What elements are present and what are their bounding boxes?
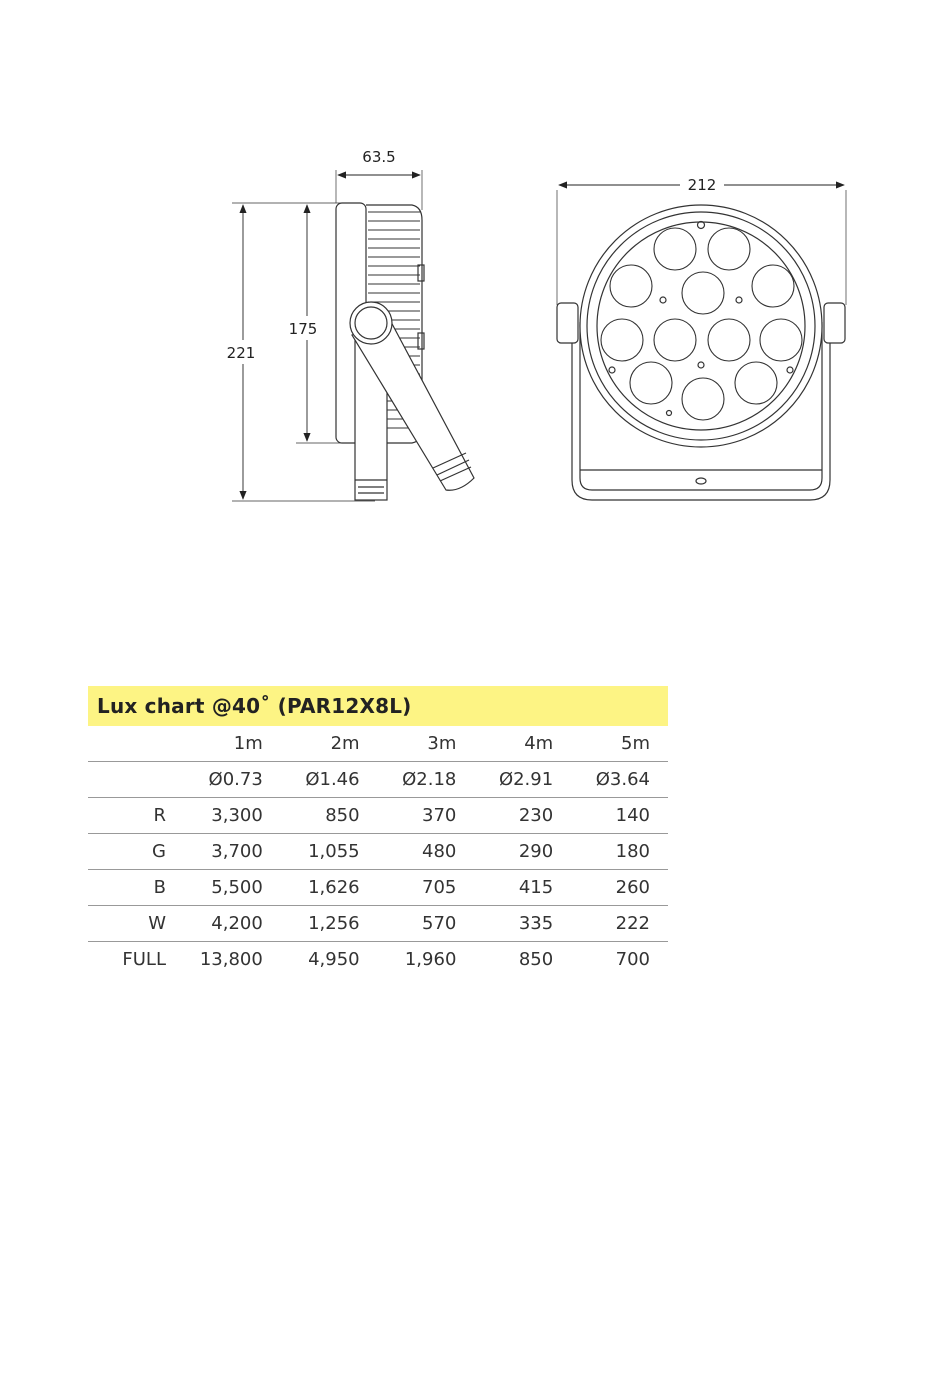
lux-row-label: R <box>88 798 184 834</box>
lux-cell: 1,626 <box>281 870 378 906</box>
lux-cell: 290 <box>474 834 571 870</box>
lux-cell: 5m <box>571 726 668 762</box>
side-view-drawing <box>232 170 474 501</box>
technical-drawing <box>0 0 950 560</box>
lux-chart-title: Lux chart @40˚ (PAR12X8L) <box>88 686 668 726</box>
lux-cell: 1,055 <box>281 834 378 870</box>
lux-cell: 3,700 <box>184 834 281 870</box>
lux-cell: 1,256 <box>281 906 378 942</box>
lux-cell: 4,200 <box>184 906 281 942</box>
lux-cell: 705 <box>378 870 475 906</box>
lux-table-row <box>88 870 668 906</box>
front-view-drawing <box>557 190 846 500</box>
lux-row-label: G <box>88 834 184 870</box>
lux-cell: Ø1.46 <box>281 762 378 798</box>
lux-cell: 3m <box>378 726 475 762</box>
lux-cell: Ø3.64 <box>571 762 668 798</box>
dim-depth-label: 63.5 <box>362 148 396 166</box>
lux-cell: 570 <box>378 906 475 942</box>
lux-cell: 1m <box>184 726 281 762</box>
lux-cell: 3,300 <box>184 798 281 834</box>
lux-cell: 230 <box>474 798 571 834</box>
lux-row-label <box>88 762 184 798</box>
dim-width-label: 212 <box>687 176 717 194</box>
lux-row-label: FULL <box>122 949 166 970</box>
lux-cell: Ø2.18 <box>378 762 475 798</box>
dim-body-height-label: 175 <box>288 320 318 338</box>
lux-cell: 2m <box>281 726 378 762</box>
lux-table-row <box>88 762 668 798</box>
lux-cell: 13,800 <box>199 949 263 970</box>
lux-row-label: W <box>88 906 184 942</box>
lux-table-row <box>88 942 668 978</box>
lux-row-label <box>88 726 184 762</box>
lux-table <box>88 726 668 977</box>
lux-cell: 1,960 <box>404 949 457 970</box>
lux-table-row <box>88 906 668 942</box>
lux-cell: 4m <box>474 726 571 762</box>
lux-cell: 850 <box>518 949 554 970</box>
lux-cell: 5,500 <box>184 870 281 906</box>
dim-total-height-label: 221 <box>226 344 256 362</box>
lux-row-label: B <box>88 870 184 906</box>
lux-cell: 335 <box>474 906 571 942</box>
lux-cell: Ø2.91 <box>474 762 571 798</box>
lux-cell: 850 <box>281 798 378 834</box>
lux-table-row <box>88 834 668 870</box>
lux-cell: 140 <box>571 798 668 834</box>
lux-cell: 415 <box>474 870 571 906</box>
lux-cell: 4,950 <box>308 949 360 970</box>
lux-chart <box>88 686 668 977</box>
lux-table-row <box>88 798 668 834</box>
lux-cell: 222 <box>571 906 668 942</box>
lux-cell: 370 <box>378 798 475 834</box>
lux-cell: 260 <box>571 870 668 906</box>
lux-cell: Ø0.73 <box>184 762 281 798</box>
lux-cell: 180 <box>571 834 668 870</box>
lux-cell: 480 <box>378 834 475 870</box>
lux-cell: 700 <box>615 949 650 970</box>
lux-table-header-row <box>88 726 668 762</box>
